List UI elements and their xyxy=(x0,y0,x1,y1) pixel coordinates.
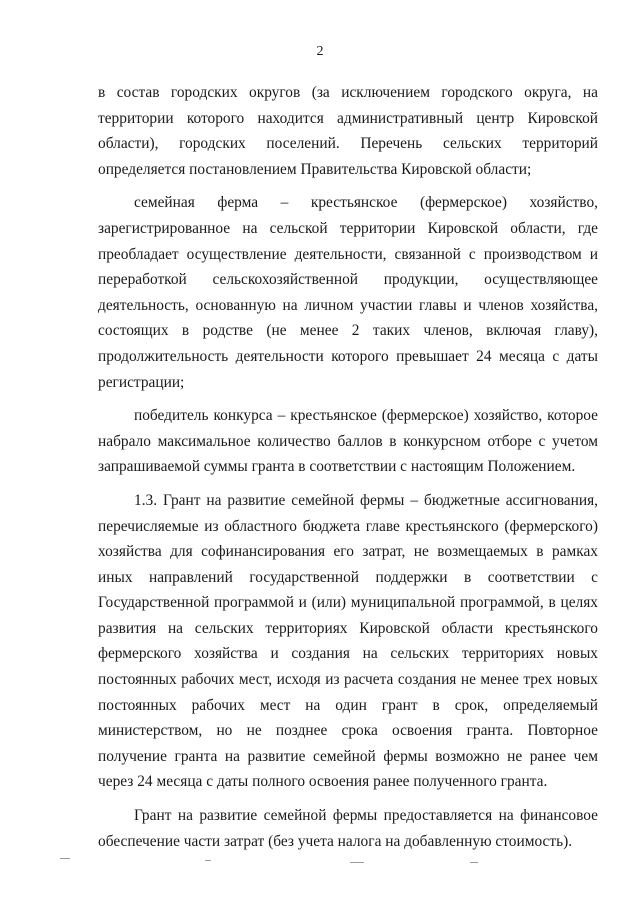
scan-speck xyxy=(205,860,211,861)
document-body xyxy=(98,80,598,854)
paragraph-sections-continuation: в состав городских округов (за исключением городского округа, на территории которого находится административный центр Кировской области), городских поселений. Перечень сельских территорий определяется постановлением Правительства Кировской области; xyxy=(98,84,598,178)
page-number: 2 xyxy=(316,44,324,59)
scan-speck xyxy=(470,862,478,863)
paragraph-family-farm-definition: семейная ферма – крестьянское (фермерское) хозяйство, зарегистрированное на сельской территории Кировской области, где преобладает осуществление деятельности, связанной с производством и переработкой сельскохозяйственной продукции, осуществляющее деятельность, основанную на личном участии главы и членов хозяйства, состоящих в родстве (не менее 2 таких членов, включая главу), продолжительность деятельности которого превышает 24 месяца с даты регистрации; xyxy=(98,194,598,391)
paragraph-grant-expenses: Грант на развитие семейной фермы предоставляется на финансовое обеспечение части затрат (без учета налога на добавленную стоимость). xyxy=(98,807,598,850)
paragraph-contest-winner-definition: победитель конкурса – крестьянское (фермерское) хозяйство, которое набрало максимальное количество баллов в конкурсном отборе с учетом запрашиваемой суммы гранта в соответствии с настоящим Положением. xyxy=(98,407,598,476)
scan-speck xyxy=(60,858,70,859)
scan-speck xyxy=(350,862,364,863)
paragraph-grant-definition: 1.3. Грант на развитие семейной фермы – бюджетные ассигнования, перечисляемые из областного бюджета главе крестьянского (фермерского) хозяйства для софинансирования его затрат, не возмещаемых в рамках иных направлений государственной поддержки в соответствии с Государственной программой и (или) муниципальной программой, в целях развития на сельских территориях Кировской области крестьянского фермерского хозяйства и создания на сельских территориях новых постоянных рабочих мест, исходя из расчета создания не менее трех новых постоянных рабочих мест на один грант в срок, определяемый министерством, но не позднее срока освоения гранта. Повторное получение гранта на развитие семейной фермы возможно не ранее чем через 24 месяца с даты полного освоения ранее полученного гранта. xyxy=(98,491,598,791)
